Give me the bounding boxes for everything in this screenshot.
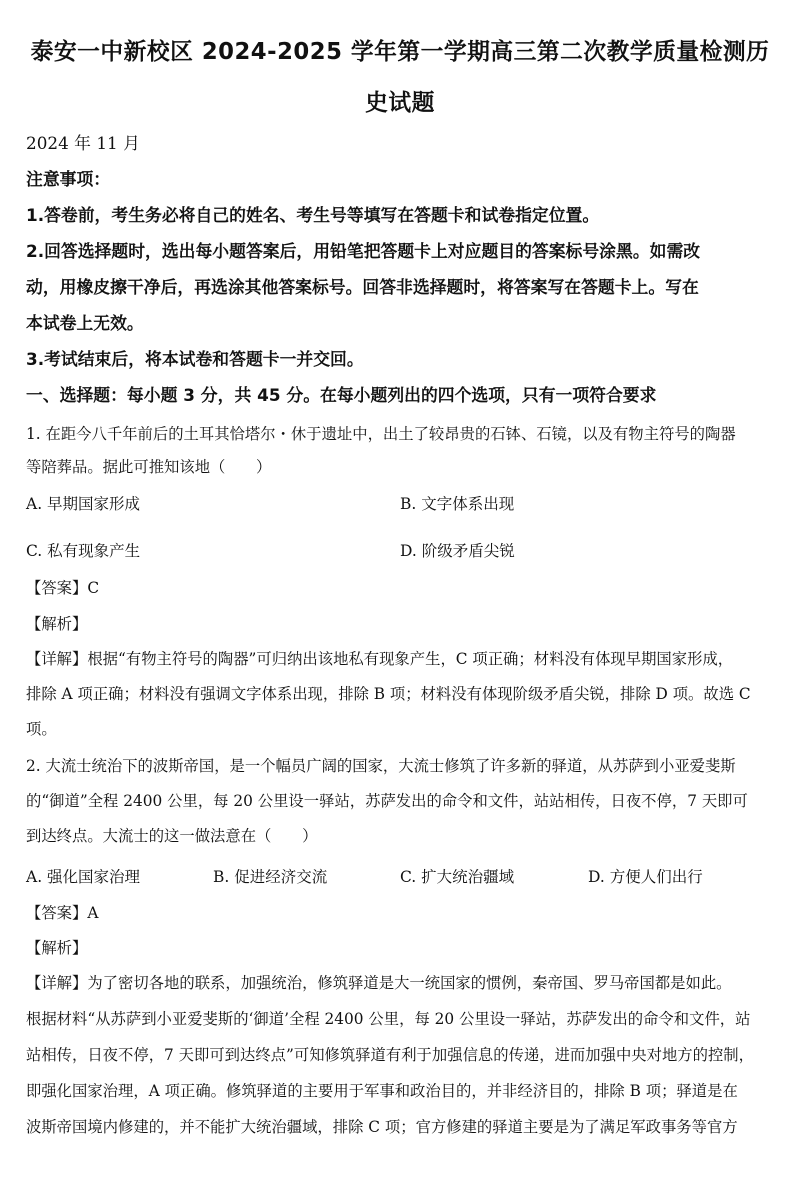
q2-stem-line3: 到达终点。大流士的这一做法意在（ ）: [26, 827, 318, 845]
q2-option-d: D. 方便人们出行: [588, 868, 703, 886]
q1-stem-line2: 等陪葬品。据此可推知该地（ ）: [26, 458, 272, 476]
q2-detail-line2: 根据材料“从苏萨到小亚爱斐斯的‘御道’全程 2400 公里，每 20 公里设一驿站，苏萨发出的命令和文件，站: [26, 1010, 751, 1028]
notice-item-2-line2: 动，用橡皮擦干净后，再选涂其他答案标号。回答非选择题时，将答案写在答题卡上。写在: [26, 278, 699, 298]
q1-answer: 【答案】C: [26, 579, 100, 597]
notice-item-2-line3: 本试卷上无效。: [26, 314, 144, 334]
q1-analysis-label: 【解析】: [26, 615, 88, 633]
q1-option-d: D. 阶级矛盾尖锐: [400, 542, 515, 560]
q2-analysis-label: 【解析】: [26, 939, 88, 957]
q2-detail-line5: 波斯帝国境内修建的，并不能扩大统治疆域，排除 C 项；官方修建的驿道主要是为了满足军政事务等官方: [26, 1118, 738, 1136]
q1-detail-line3: 项。: [26, 720, 57, 738]
exam-date: 2024 年 11 月: [26, 134, 140, 154]
notice-item-1: 1.答卷前，考生务必将自己的姓名、考生号等填写在答题卡和试卷指定位置。: [26, 206, 600, 226]
q2-stem-line2: 的“御道”全程 2400 公里，每 20 公里设一驿站，苏萨发出的命令和文件，站站相传，日夜不停，7 天即可: [26, 792, 748, 810]
section-1-heading: 一、选择题：每小题 3 分，共 45 分。在每小题列出的四个选项，只有一项符合要求: [26, 386, 657, 406]
q1-detail-line2: 排除 A 项正确；材料没有强调文字体系出现，排除 B 项；材料没有体现阶级矛盾尖锐，排除 D 项。故选 C: [26, 685, 751, 703]
q2-option-c: C. 扩大统治疆域: [400, 868, 515, 886]
exam-title-line1: 泰安一中新校区 2024-2025 学年第一学期高三第二次教学质量检测历: [30, 39, 770, 65]
q2-detail-line1: 【详解】为了密切各地的联系，加强统治，修筑驿道是大一统国家的惯例，秦帝国、罗马帝国都是如此。: [26, 974, 732, 992]
q2-option-a: A. 强化国家治理: [26, 868, 141, 886]
q1-detail-line1: 【详解】根据“有物主符号的陶器”可归纳出该地私有现象产生，C 项正确；材料没有体现早期国家形成，: [26, 650, 734, 668]
q2-detail-line3: 站相传，日夜不停，7 天即可到达终点”可知修筑驿道有利于加强信息的传递，进而加强中央对地方的控制，: [26, 1046, 754, 1064]
q2-option-b: B. 促进经济交流: [213, 868, 328, 886]
exam-title-line2: 史试题: [365, 90, 435, 116]
q2-answer: 【答案】A: [26, 904, 99, 922]
q1-stem-line1: 1. 在距今八千年前后的土耳其恰塔尔・休于遗址中，出土了较昂贵的石钵、石镜，以及有物主符号的陶器: [26, 425, 736, 443]
q1-option-b: B. 文字体系出现: [400, 495, 515, 513]
notice-item-2-line1: 2.回答选择题时，选出每小题答案后，用铅笔把答题卡上对应题目的答案标号涂黑。如需改: [26, 242, 701, 262]
q1-option-a: A. 早期国家形成: [26, 495, 141, 513]
notice-heading: 注意事项：: [26, 170, 111, 190]
q1-option-c: C. 私有现象产生: [26, 542, 141, 560]
q2-detail-line4: 即强化国家治理，A 项正确。修筑驿道的主要用于军事和政治目的，并非经济目的，排除 B 项；驿道是在: [26, 1082, 738, 1100]
notice-item-3: 3.考试结束后，将本试卷和答题卡一并交回。: [26, 350, 364, 370]
q2-stem-line1: 2. 大流士统治下的波斯帝国，是一个幅员广阔的国家，大流士修筑了许多新的驿道，从苏萨到小亚爱斐斯: [26, 757, 736, 775]
